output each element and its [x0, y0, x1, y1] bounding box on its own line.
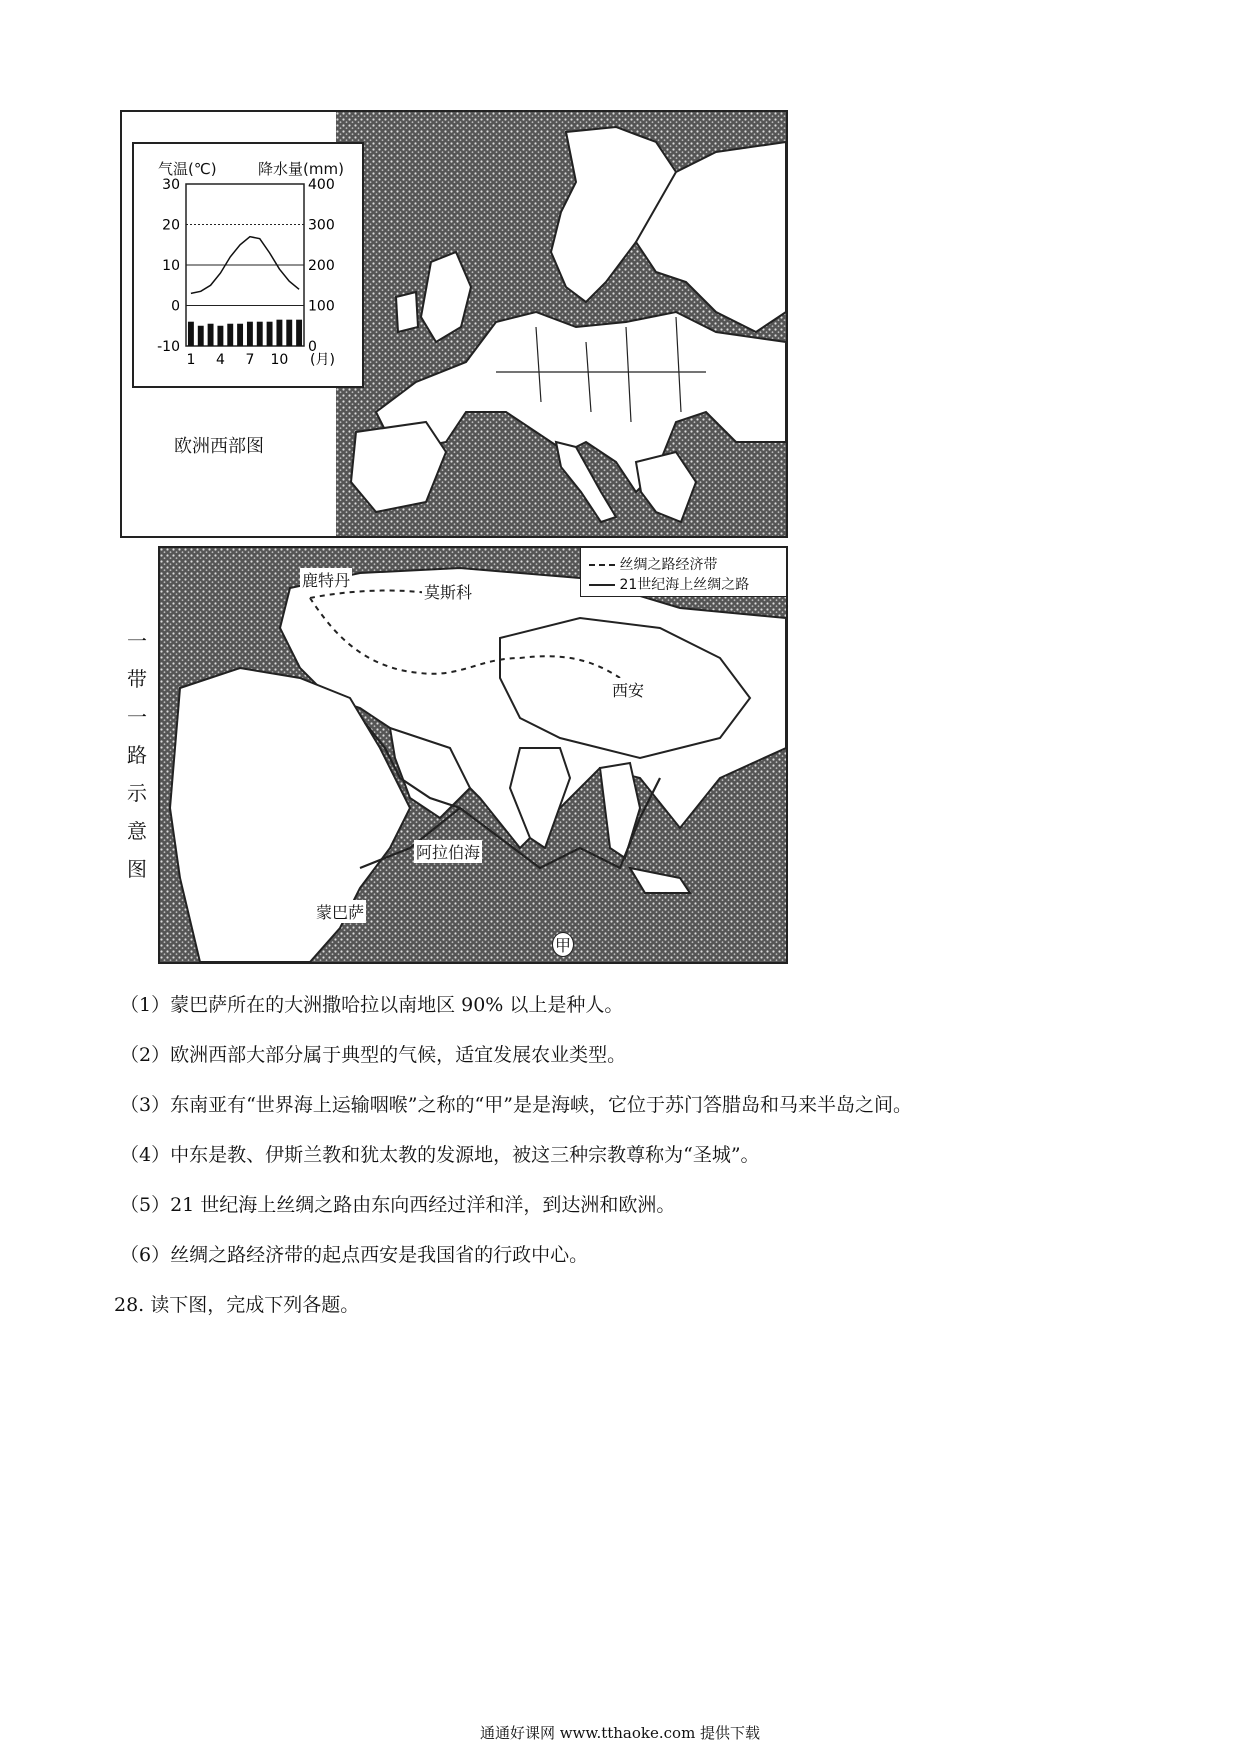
- question-text: 被这三种宗教尊称为“圣城”。: [512, 1144, 760, 1166]
- side-title-char: 意: [127, 819, 147, 843]
- belt-road-map-frame: [158, 546, 788, 964]
- climate-chart-box: [132, 142, 364, 388]
- question-2: [120, 1040, 626, 1067]
- dashed-line-icon: [589, 564, 615, 566]
- precip-tick-label: 0: [308, 339, 317, 355]
- question-text: （5）21 世纪海上丝绸之路由东向西经过: [120, 1194, 467, 1216]
- precip-bar: [257, 322, 263, 346]
- temp-tick-label: 30: [162, 177, 180, 193]
- europe-map: [336, 112, 786, 536]
- europe-caption: 欧洲西部图: [174, 436, 264, 457]
- question-28: 28. 读下图，完成下列各题。: [114, 1294, 360, 1316]
- temp-tick-label: 10: [162, 258, 180, 274]
- side-title-char: 一: [127, 629, 147, 653]
- question-4: [120, 1140, 760, 1167]
- month-tick-label: 7: [245, 352, 255, 368]
- question-5: [120, 1190, 675, 1217]
- month-tick-label: 10: [270, 352, 289, 368]
- question-text: 农业类型。: [531, 1044, 627, 1066]
- precip-bar: [267, 322, 273, 346]
- side-title-char: 图: [127, 857, 147, 881]
- precip-bar: [227, 324, 233, 346]
- side-title-char: 路: [127, 743, 147, 767]
- place-moscow: 莫斯科: [422, 580, 474, 603]
- question-1: [120, 990, 623, 1017]
- precip-tick-label: 300: [308, 217, 335, 234]
- belt-road-side-title: [122, 622, 152, 888]
- precip-bar: [217, 326, 223, 346]
- precip-bar: [208, 324, 214, 346]
- question-text: 洋和: [466, 1194, 505, 1216]
- question-text: 洋，到达: [504, 1194, 581, 1216]
- side-title-char: 带: [127, 667, 147, 691]
- solid-line-icon: [589, 584, 615, 586]
- place-xian: 西安: [610, 678, 646, 701]
- question-6: [120, 1240, 588, 1267]
- legend-item-maritime: [589, 574, 749, 594]
- belt-road-figure: [120, 546, 788, 964]
- temp-tick-label: 20: [162, 217, 180, 234]
- map-legend: [580, 548, 787, 597]
- precip-bar: [198, 326, 204, 346]
- legend-item-silk-road: [589, 554, 717, 574]
- precip-axis-label: 降水量(mm): [258, 160, 344, 178]
- question-text: （1）蒙巴萨所在的大洲撒哈拉以南地区 90% 以上是: [120, 994, 567, 1016]
- question-text: 省的行政中心。: [455, 1244, 589, 1266]
- month-unit-label: (月): [310, 352, 335, 368]
- footer: 通通好课网 www.tthaoke.com 提供下载: [479, 1724, 761, 1742]
- belt-road-map: [160, 548, 786, 962]
- precip-bar: [296, 320, 302, 346]
- question-text: （4）中东是: [120, 1144, 228, 1166]
- precip-bar: [286, 320, 292, 346]
- climate-chart: [134, 144, 362, 386]
- month-tick-label: 1: [186, 352, 196, 368]
- precip-bar: [237, 324, 243, 346]
- side-title-char: 一: [127, 705, 147, 729]
- precip-tick-label: 200: [308, 258, 335, 274]
- question-text: 洲和欧洲。: [580, 1194, 676, 1216]
- place-mombasa: 蒙巴萨: [314, 900, 366, 923]
- place-rotterdam: 鹿特丹: [300, 568, 352, 591]
- precip-tick-label: 400: [308, 177, 335, 193]
- legend-maritime-label: 21世纪海上丝绸之路: [619, 577, 750, 593]
- europe-figure: [120, 110, 788, 538]
- precip-bar: [276, 320, 282, 346]
- precip-bar: [188, 322, 194, 346]
- temp-tick-label: 0: [171, 298, 180, 315]
- legend-silk-road-label: 丝绸之路经济带: [619, 557, 718, 573]
- question-text: （2）欧洲西部大部分属于典型的: [120, 1044, 399, 1066]
- question-text: （3）东南亚有“世界海上运输咽喉”之称的“甲”是: [120, 1094, 532, 1116]
- question-text: 气候，适宜发展: [398, 1044, 532, 1066]
- question-text: 教、伊斯兰教和犹太教的发源地，: [227, 1144, 513, 1166]
- temp-tick-label: -10: [157, 339, 180, 355]
- place-arabian-sea: 阿拉伯海: [414, 840, 482, 863]
- question-text: 是海峡，它位于苏门答腊岛和马来半岛之间。: [531, 1094, 912, 1116]
- month-tick-label: 4: [215, 352, 225, 368]
- precip-tick-label: 100: [308, 298, 335, 315]
- question-text: （6）丝绸之路经济带的起点西安是我国: [120, 1244, 456, 1266]
- place-jia: 甲: [552, 932, 574, 957]
- temp-axis-label: 气温(℃): [158, 160, 217, 178]
- precip-bar: [247, 322, 253, 346]
- question-3: [120, 1090, 912, 1117]
- side-title-char: 示: [127, 781, 147, 805]
- question-text: 种人。: [566, 994, 624, 1016]
